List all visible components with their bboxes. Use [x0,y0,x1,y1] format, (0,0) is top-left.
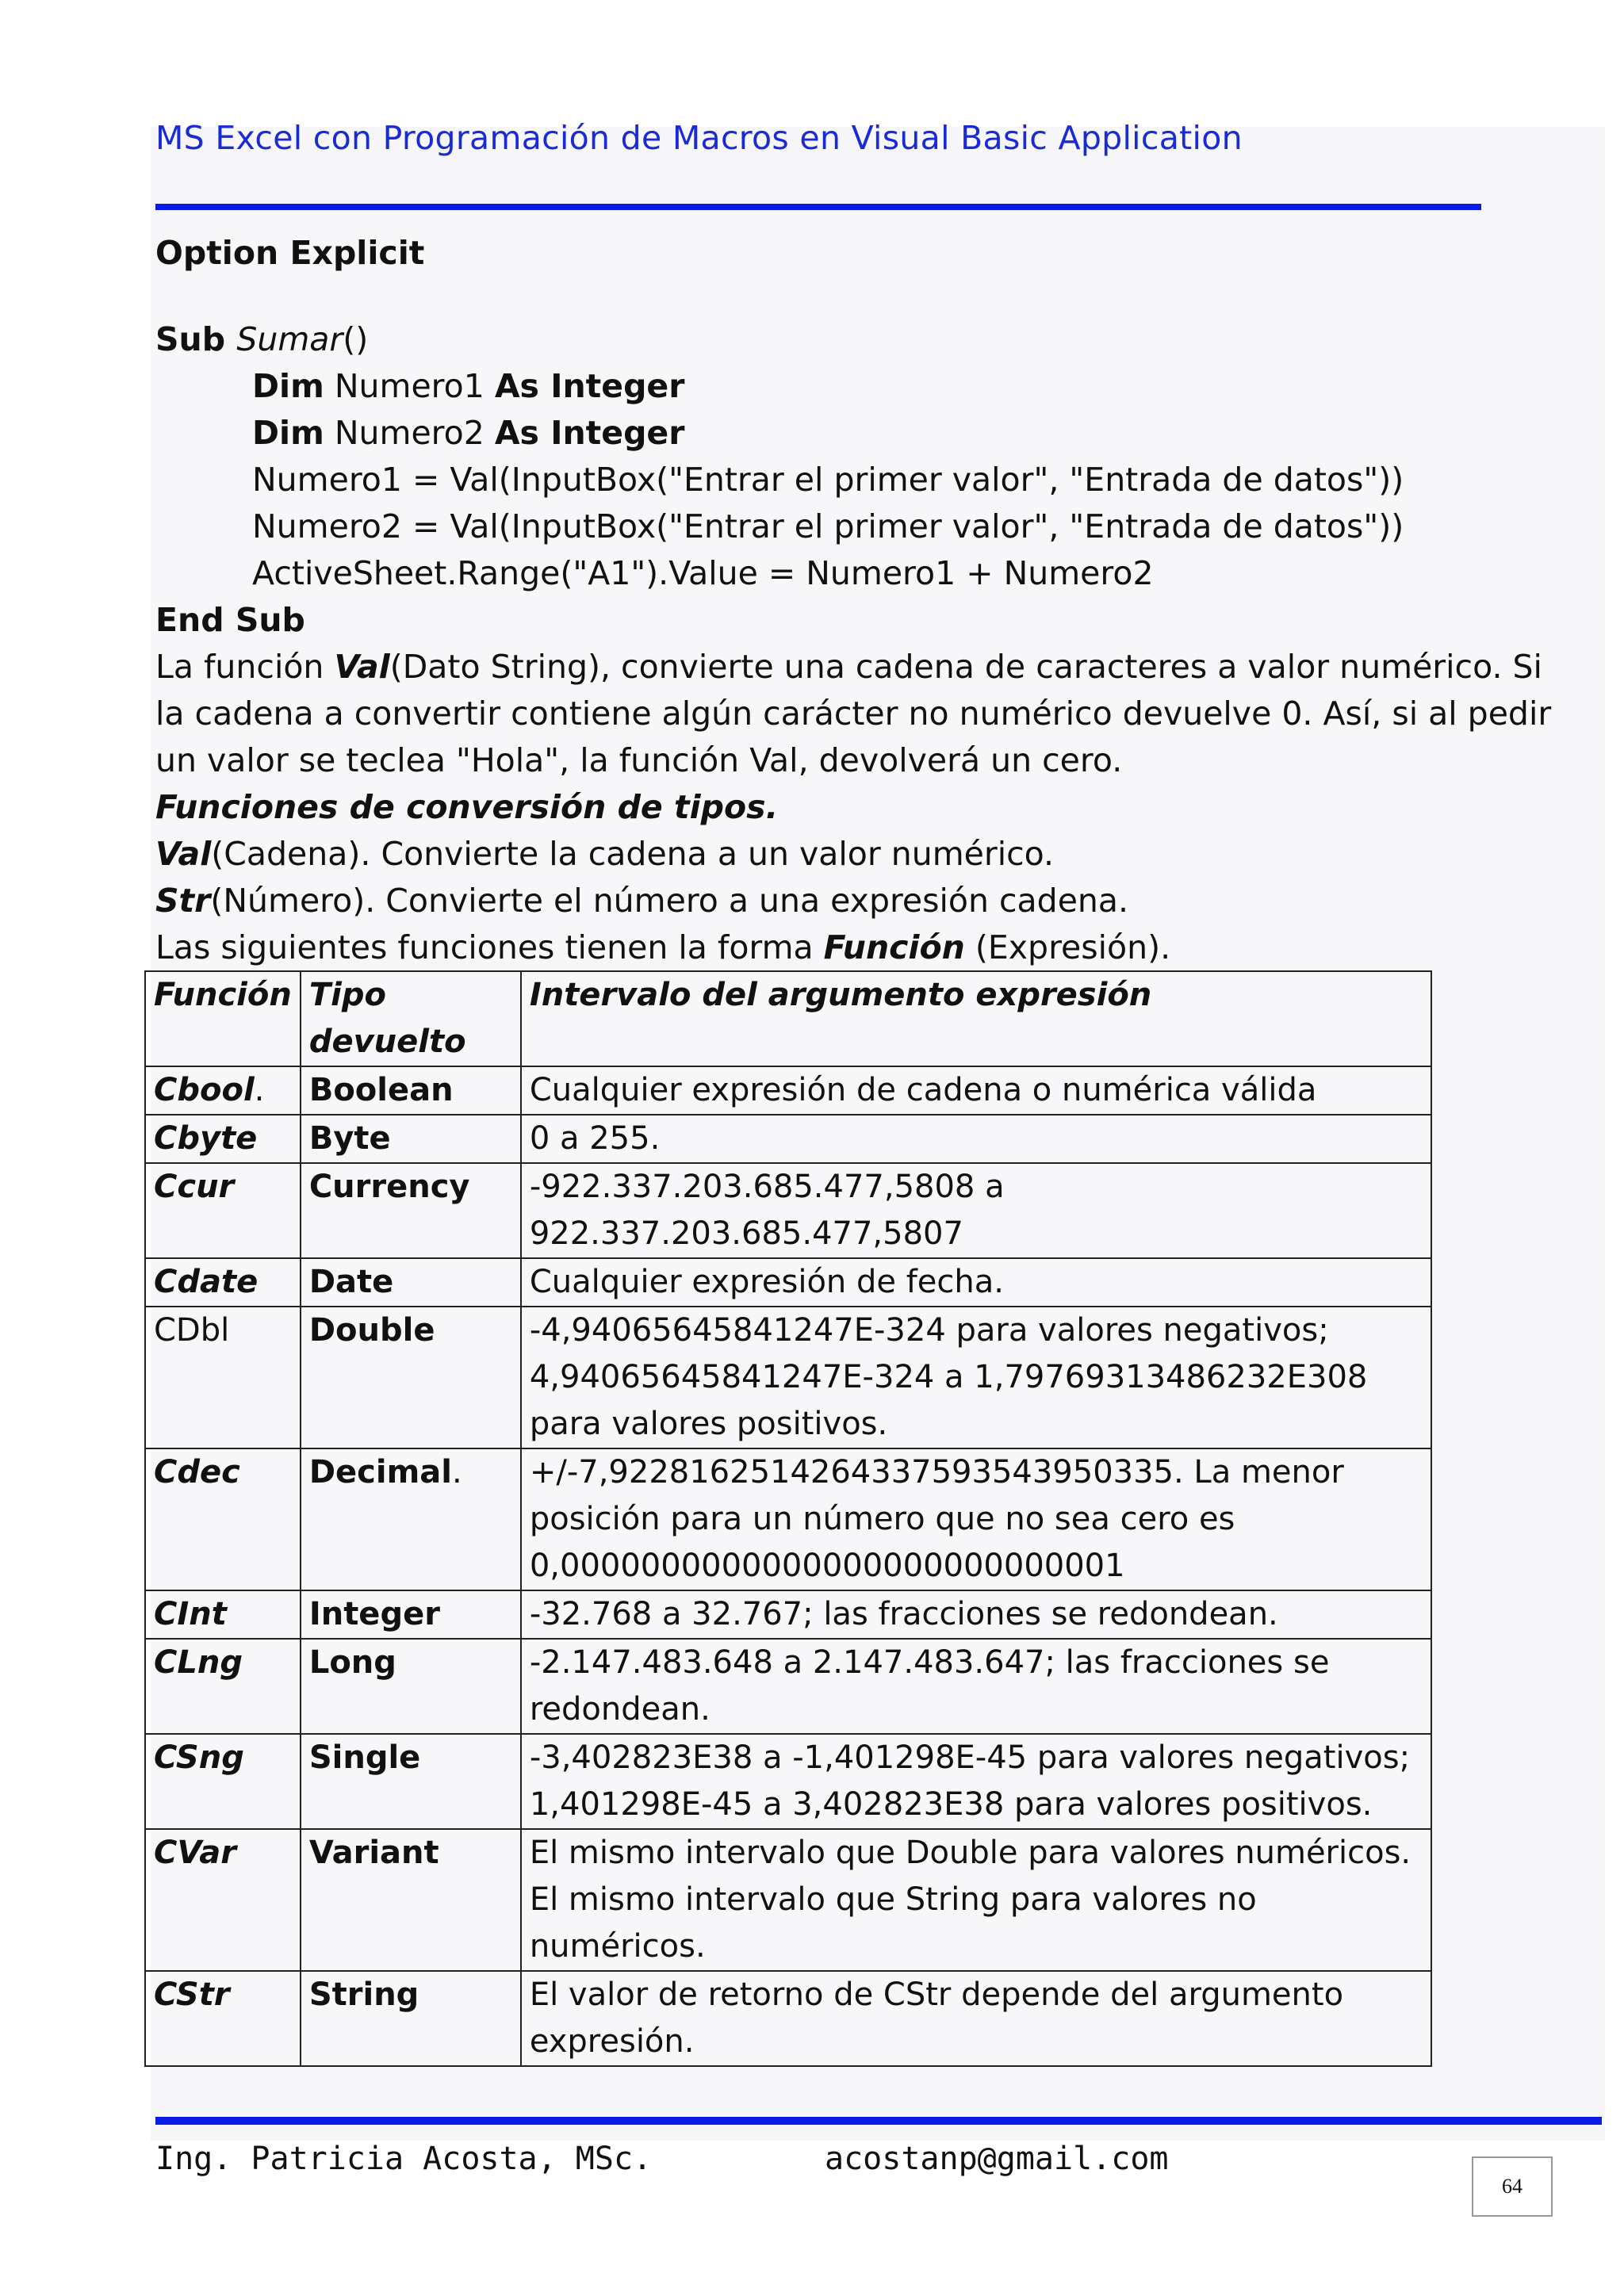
function-name: Cbool [154,1072,255,1108]
function-cell [145,1115,301,1163]
code-end-sub: End Sub [155,601,305,639]
range-description: +/-7,9228162514264337593543950335. La menor posición para un número que no sea cero es 0,0000000000000000000000000001 [521,1448,1431,1590]
return-type: Single [308,1739,421,1776]
return-type: Byte [308,1120,391,1157]
function-cell [145,1734,301,1829]
table-header-cell: Intervalo del argumento expresión [521,971,1431,1066]
type-cell [301,1829,521,1971]
table-row [145,1307,1431,1448]
type-cell [301,1163,521,1258]
range-description: Cualquier expresión de fecha. [521,1258,1431,1307]
type-cell [301,1639,521,1734]
function-cell [145,1163,301,1258]
type-cell [301,1258,521,1307]
table-header-cell: Tipo devuelto [301,971,521,1066]
footer-rule [155,2117,1602,2125]
type-cell: Decimal. [301,1448,521,1590]
table-row [145,1639,1431,1734]
code-option-explicit: Option Explicit [155,234,425,272]
page-header-title: MS Excel con Programación de Macros en Visual Basic Application [155,119,1243,157]
return-type: Variant [308,1835,439,1871]
table-header-cell: Función [145,971,301,1066]
function-name: CDbl [154,1312,230,1349]
code-keyword: Dim [252,414,324,452]
function-name: Cdec [154,1454,240,1490]
return-type: Currency [308,1169,470,1205]
function-cell [145,1258,301,1307]
range-description: El valor de retorno de CStr depende del argumento expresión. [521,1971,1431,2066]
return-type: Long [308,1644,396,1681]
table-row [145,1590,1431,1639]
function-cell [145,1590,301,1639]
table-row [145,1448,1431,1590]
function-name: CLng [154,1644,243,1681]
code-assign-2: Numero2 = Val(InputBox("Entrar el primer valor", "Entrada de datos")) [252,507,1404,545]
code-parens: () [343,320,369,358]
code-keyword: As Integer [494,367,685,405]
range-description: -4,94065645841247E-324 para valores negativos; 4,94065645841247E-324 a 1,79769313486232E308 para valores positivos. [521,1307,1431,1448]
type-cell [301,1971,521,2066]
function-name: CStr [154,1976,230,2013]
return-type: Double [308,1312,435,1349]
range-description: Cualquier expresión de cadena o numérica válida [521,1066,1431,1115]
table-row [145,1115,1431,1163]
function-cell [145,1448,301,1590]
range-description: -2.147.483.648 a 2.147.483.647; las fracciones se redondean. [521,1639,1431,1734]
return-type: String [308,1976,419,2013]
type-cell [301,1734,521,1829]
function-name: Ccur [154,1169,235,1205]
return-type: Integer [308,1596,440,1632]
page-number: 64 [1472,2156,1553,2217]
footer-author: Ing. Patricia Acosta, MSc. [155,2141,653,2177]
function-name: CInt [154,1596,227,1632]
footer-email: acostanp@gmail.com [825,2141,1169,2177]
range-description: -3,402823E38 a -1,401298E-45 para valores negativos; 1,401298E-45 a 3,402823E38 para valores positivos. [521,1734,1431,1829]
code-keyword: As Integer [494,414,685,452]
type-cell [301,1307,521,1448]
paragraph-line: la cadena a convertir contiene algún carácter no numérico devuelve 0. Así, si al pedir [155,695,1552,733]
range-description: -32.768 a 32.767; las fracciones se redondean. [521,1590,1431,1639]
table-row [145,1258,1431,1307]
conversion-functions-table [144,970,1432,2067]
return-type: Date [308,1264,394,1300]
function-cell [145,1971,301,2066]
table-row [145,1971,1431,2066]
function-name: CSng [154,1739,244,1776]
paragraph-line: Str(Número). Convierte el número a una expresión cadena. [155,882,1129,920]
code-sub-declaration [155,316,1481,363]
function-name: Función [823,928,965,966]
code-dim-1 [155,363,1481,410]
document-body [155,230,1552,971]
range-description: El mismo intervalo que Double para valores numéricos. El mismo intervalo que String para valores no numéricos. [521,1829,1431,1971]
table-body [145,1066,1431,2066]
type-cell [301,1066,521,1115]
function-cell: Cbool. [145,1066,301,1115]
function-name: Val [334,648,390,686]
function-name: Val [155,835,212,873]
table-row [145,1066,1431,1115]
code-sub-name: Sumar [236,320,343,358]
function-cell [145,1639,301,1734]
return-type: Boolean [308,1072,454,1108]
type-cell [301,1590,521,1639]
code-keyword: Dim [252,367,324,405]
code-variable: Numero1 [324,367,495,405]
type-cell [301,1115,521,1163]
code-assign-1: Numero1 = Val(InputBox("Entrar el primer valor", "Entrada de datos")) [252,461,1404,499]
table-row [145,1163,1431,1258]
code-variable: Numero2 [324,414,495,452]
range-description: 0 a 255. [521,1115,1431,1163]
paragraph-line: Las siguientes funciones tienen la forma Función (Expresión). [155,928,1171,966]
function-cell [145,1829,301,1971]
function-name: CVar [154,1835,236,1871]
return-type: Decimal [308,1454,452,1490]
function-name: Cdate [154,1264,259,1300]
code-keyword: Sub [155,320,237,358]
paragraph-line: un valor se teclea "Hola", la función Val, devolverá un cero. [155,741,1123,779]
table-row [145,1734,1431,1829]
table-row [145,1829,1431,1971]
function-name: Str [155,882,211,920]
function-name: Cbyte [154,1120,258,1157]
range-description: -922.337.203.685.477,5808 a 922.337.203.685.477,5807 [521,1163,1431,1258]
function-cell [145,1307,301,1448]
paragraph-line: Val(Cadena). Convierte la cadena a un valor numérico. [155,835,1055,873]
code-range-assign: ActiveSheet.Range("A1").Value = Numero1 + Numero2 [252,554,1154,592]
table-header-row [145,971,1431,1066]
section-heading: Funciones de conversión de tipos. [155,788,779,826]
header-rule [155,204,1481,210]
paragraph-line: La función Val(Dato String), convierte una cadena de caracteres a valor numérico. Si [155,648,1542,686]
code-dim-2 [155,410,1481,457]
